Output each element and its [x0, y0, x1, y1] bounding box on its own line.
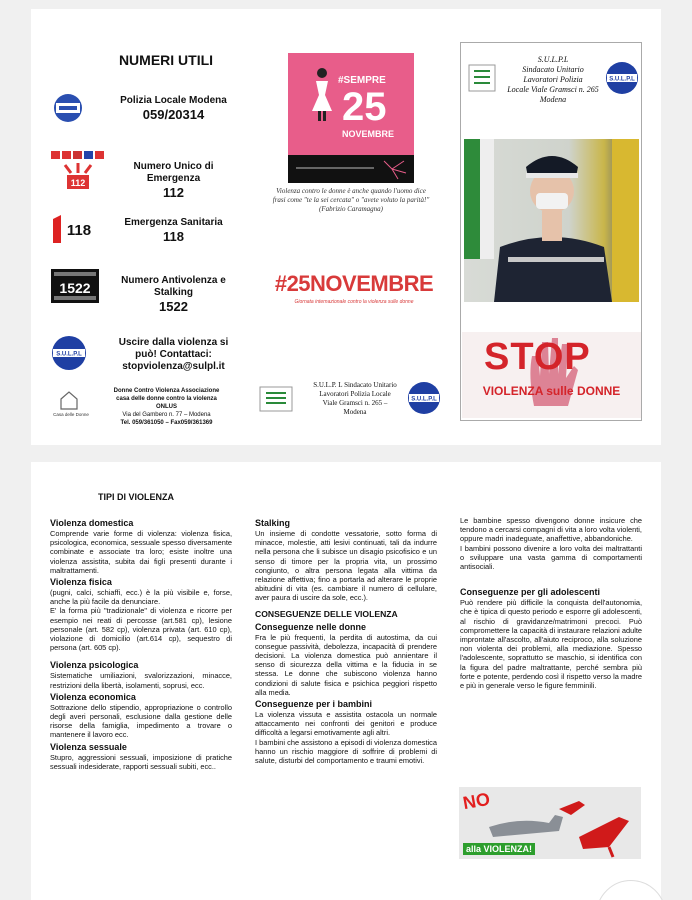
- poster-sempre: #SEMPRE: [338, 75, 386, 86]
- sulpl-block-line4: Modena: [343, 408, 367, 416]
- no-word: NO: [461, 788, 492, 814]
- bambini-heading: Conseguenze per i bambini: [255, 699, 373, 710]
- 112-label: Numero Unico di Emergenza: [133, 161, 214, 184]
- number-row-112: [51, 151, 236, 199]
- hashtag-25novembre: #25NOVEMBRE: [274, 271, 434, 296]
- number-row-118: [51, 213, 236, 249]
- header-right-text: [501, 55, 605, 105]
- officer-photo: [464, 139, 639, 302]
- sulpl-block-line3: Viale Gramsci n. 265 –: [322, 399, 388, 407]
- column-2: [255, 516, 437, 765]
- stop-subtitle: VIOLENZA sulle DONNE: [482, 384, 621, 398]
- economica-text: Sottrazione dello stipendio, appropriazione o controllo degli averi personali, esclusione dalla gestione delle risorse della famiglia, impedimento a trovare o mantenere il lavoro ecc.: [50, 702, 232, 740]
- antiviolenza-1522-logo-icon: [51, 269, 99, 303]
- bambini-text-1: La violenza vissuta e assistita ostacola un normale attaccamento nei confronti dei genitori e produce difficoltà a legarsi emotivamente agli altri.: [255, 710, 437, 738]
- shatter-icon: [288, 155, 414, 183]
- emergency-112-logo-icon: [51, 151, 105, 191]
- badge-118: 118: [66, 222, 92, 239]
- bambini-maltrattanti-text: I bambini possono divenire a loro volta dei maltrattanti o sviluppare una vasta gamma di comportamenti antisociali.: [460, 543, 642, 572]
- 112-number[interactable]: 112: [163, 185, 184, 200]
- domestica-text: Comprende varie forme di violenza: violenza fisica, psicologica, economica, sessuale spesso diversamente combinate e associate tra loro; esiste inoltre una violenza assistita, subita dai figli presenti durante i maltrattamenti.: [50, 529, 232, 575]
- contact-line2: può! Contattaci:: [135, 349, 212, 360]
- sulpl-logo-text: S.U.L.P.L: [56, 351, 82, 358]
- quote-author: (Fabrizio Caramagna): [319, 205, 383, 213]
- column-3: [460, 516, 642, 690]
- sessuale-text: Stupro, aggressioni sessuali, imposizione di pratiche sessuali indesiderate, rapporti sessuali subiti, ecc..: [50, 752, 232, 771]
- 1522-number[interactable]: 1522: [159, 299, 188, 314]
- sempre-25-novembre-poster: [288, 53, 414, 183]
- sulpl-footer-block: [256, 377, 441, 427]
- emergency-118-logo-icon: [51, 213, 95, 245]
- hashtag-subtitle: Giornata internazionale contro la violenza sulle donne: [294, 299, 414, 305]
- sessuale-heading: Violenza sessuale: [50, 741, 127, 752]
- number-row-1522: [51, 269, 236, 321]
- polizia-label: Polizia Locale Modena: [120, 95, 227, 106]
- contact-row: [51, 335, 236, 379]
- polizia-header-logo-icon: [467, 63, 497, 93]
- stalking-heading: Stalking: [255, 518, 291, 528]
- assoc-phone[interactable]: Tel. 059/361050 – Fax059/361369: [120, 420, 213, 426]
- fisica-heading: Violenza fisica: [50, 577, 112, 588]
- number-row-polizia: [51, 93, 236, 127]
- sulpl-block-line2: Lavoratori Polizia Locale: [319, 390, 391, 398]
- tipi-title: TIPI DI VIOLENZA: [98, 492, 175, 502]
- sulpl-round-logo-icon: [407, 381, 441, 415]
- assoc-line1: Donne Contro Violenza Associazione: [113, 388, 220, 394]
- stop-word: STOP: [484, 336, 591, 378]
- psicologica-heading: Violenza psicologica: [50, 660, 139, 671]
- assoc-row: [51, 387, 236, 431]
- fisica-text-2: E' la forma più "tradizionale" di violenza e ricorre per esempio nei reati di percosse (art.581 cp), lesione personale (art. 582 cp), violenza privata (art. 610 cp), violazione di domicilio (art.614 cp), sequestro di persona (art. 605 cp).: [50, 606, 232, 653]
- adolescenti-text: Può rendere più difficile la conquista dell'autonomia, che è tipica di questo periodo e esporre gli adolescenti, al rischio di gravidanze/matrimoni precoci. Può compromettere la capacità di instaurare relazioni adulte improntate all'ascolto, all'aiuto reciproco, alla soluzione non violenta dei problemi, alla mediazione. Spesso l'adolescente, soprattutto se maschio, si identifica con la figura del padre maltrattante, perché sembra più forte e potente, perdendo così il rispetto verso la madre e più in generale verso le figure femminili.: [460, 598, 642, 691]
- badge-112: 112: [70, 178, 86, 188]
- corner-circle: [596, 880, 666, 900]
- casa-donne-logo-icon: [51, 387, 91, 417]
- header-line2: Sindacato Unitario: [522, 65, 584, 74]
- sulpl-header-logo-icon: [605, 61, 639, 95]
- stop-violenza-banner: [462, 332, 641, 418]
- assoc-address: Via del Gambero n. 77 – Modena: [122, 412, 211, 418]
- 1522-label: Numero Antivolenza e Stalking: [121, 275, 226, 298]
- adolescenti-heading: Conseguenze per gli adolescenti: [460, 587, 601, 598]
- header-line3: Lavoratori Polizia: [523, 75, 583, 84]
- brochure-back: [31, 462, 661, 900]
- header-line1: S.U.L.P.L: [537, 55, 569, 64]
- poster-day: 25: [342, 85, 387, 129]
- casa-donne-logo-text: Casa delle Donne: [53, 412, 89, 417]
- poster-month: NOVEMBRE: [342, 129, 395, 139]
- header-line5: Modena: [539, 95, 567, 104]
- polizia-small-logo-icon: [256, 383, 296, 415]
- donne-heading: Conseguenze nelle donne: [255, 621, 367, 632]
- woman-figure-icon: [310, 67, 334, 123]
- psicologica-text: Sistematiche umiliazioni, svalorizzazioni, minacce, restrizioni della libertà, isolamenti, soprusi, ecc.: [50, 671, 232, 690]
- bambini-text-2: I bambini che assistono a episodi di violenza domestica hanno un rischio maggiore di soffrire di problemi di salute, disturbi del comportamento e traumi emotivi.: [255, 737, 437, 766]
- poster-strip: [288, 155, 414, 183]
- polizia-locale-logo-icon: [51, 93, 85, 123]
- poster-quote: [269, 187, 433, 214]
- alla-violenza-label: alla VIOLENZA!: [463, 843, 535, 855]
- polizia-number[interactable]: 059/20314: [142, 107, 205, 122]
- header-line4: Locale Viale Gramsci n. 265: [507, 85, 599, 94]
- fisica-text-1: (pugni, calci, schiaffi, ecc.) è la più visibile e, forse, anche la più facile da denunciare.: [50, 588, 232, 607]
- sulpl-round-logo-text: S.U.L.P.L: [411, 396, 437, 403]
- no-alla-violenza-image: [459, 787, 641, 859]
- officer-illustration-icon: [464, 139, 639, 302]
- brochure-front: [31, 9, 661, 445]
- domestica-heading: Violenza domestica: [50, 518, 134, 528]
- donne-text: Fra le più frequenti, la perdita di autostima, da cui consegue passività, debolezza, incapacità di prendere decisioni. La violenza domestica può annientare il senso di sicurezza della vittima e la fiducia in se stessa. Le donne che subiscono violenza hanno condizioni di salute fisica e psichica peggiori rispetto alla media.: [255, 632, 437, 697]
- column-1: [50, 516, 232, 771]
- sulpl-block-line1: S.U.L.P. L Sindacato Unitario: [313, 381, 397, 389]
- conseguenze-heading: CONSEGUENZE DELLE VIOLENZA: [255, 608, 398, 619]
- contact-line1: Uscire dalla violenza si: [118, 337, 229, 348]
- 118-label: Emergenza Sanitaria: [124, 217, 223, 228]
- economica-heading: Violenza economica: [50, 691, 136, 702]
- assoc-line2: casa delle donne contro la violenza: [116, 396, 217, 402]
- contact-email[interactable]: stopviolenza@sulpl.it: [122, 361, 225, 372]
- badge-1522: 1522: [59, 280, 91, 296]
- numeri-utili-title: NUMERI UTILI: [118, 52, 214, 68]
- assoc-line3: ONLUS: [156, 404, 177, 410]
- quote-text: Violenza contro le donne è anche quando l'uomo dice frasi come "te la sei cercata" o "avete voluto la parità!": [272, 187, 430, 204]
- stalking-text: Un insieme di condotte vessatorie, sotto forma di minacce, molestie, atti lesivi continuati, tali da indurre nella persona che li subisce un disagio psicofisico e un senso di timore per la propria vita, un prossimo congiunto, o altra persona legata alla vittima da relazione affettiva; fino a portarla ad alterare le proprie abitudini di vita (es. cambiare il numero di cellulare, aver paura di uscire da sole, ecc.).: [255, 529, 437, 603]
- bambine-text: Le bambine spesso divengono donne insicure che tendono a cercarsi compagni di vita a loro volta violenti, oppure madri inadeguate, anaffettive, abbandoniche.: [460, 516, 642, 544]
- sulpl-logo-icon: [51, 335, 87, 371]
- 118-number[interactable]: 118: [163, 229, 184, 244]
- sulpl-header-logo-text: S.U.L.P.L: [609, 76, 635, 83]
- right-column-frame: [460, 42, 642, 421]
